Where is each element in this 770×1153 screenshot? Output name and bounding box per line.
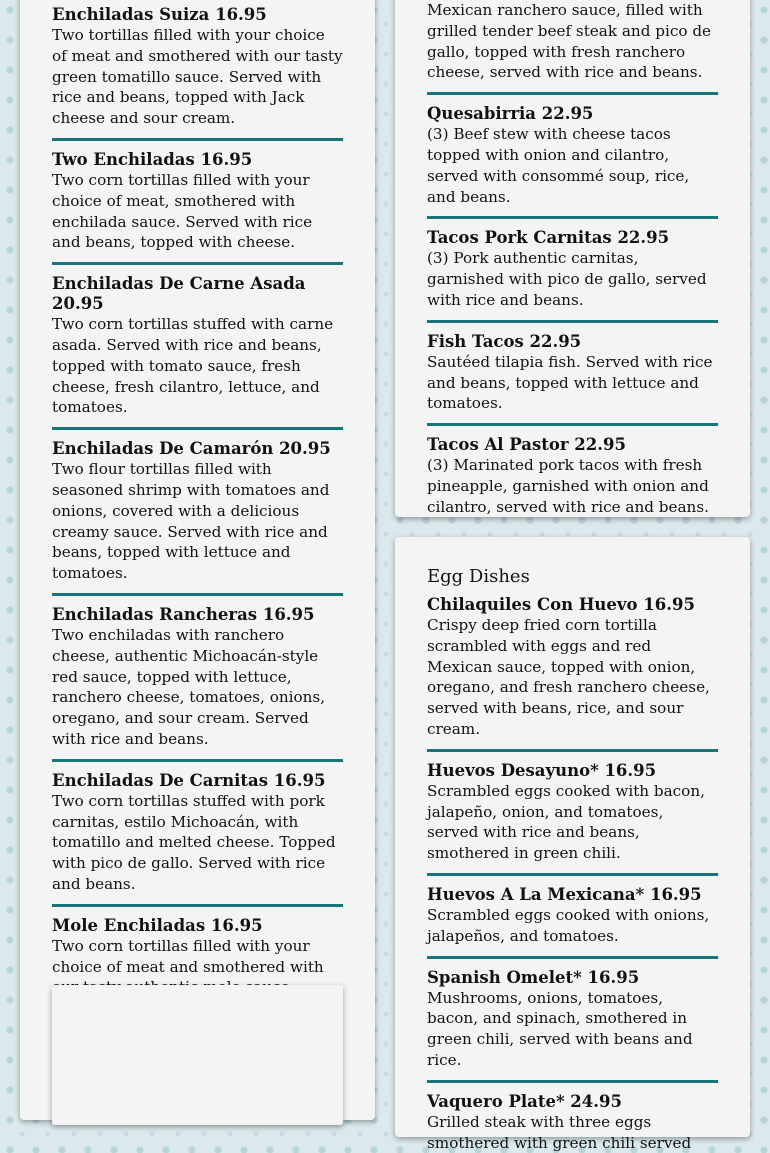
menu-item bbox=[52, 605, 343, 750]
divider bbox=[52, 904, 343, 907]
menu-item-description: Scrambled eggs cooked with onions, jalapeños, and tomatoes. bbox=[427, 905, 710, 945]
divider bbox=[52, 262, 343, 265]
menu-item-title: Tacos Pork Carnitas 22.95 bbox=[427, 228, 670, 248]
menu-item-title: Huevos A La Mexicana* 16.95 bbox=[427, 884, 702, 904]
divider bbox=[427, 873, 718, 876]
menu-item-title: Huevos Desayuno* 16.95 bbox=[427, 760, 657, 780]
tacos-list bbox=[427, 0, 718, 518]
menu-item-description: (3) Beef stew with cheese tacos topped with onion and cilantro, served with consommé soup, rice, and beans. bbox=[427, 125, 690, 206]
menu-item-description: Mexican ranchero sauce, filled with grilled tender beef steak and pico de gallo, topped with fresh ranchero cheese, served with rice and beans. bbox=[427, 1, 712, 82]
menu-item bbox=[52, 771, 343, 895]
divider bbox=[427, 1080, 718, 1083]
menu-item-description: (3) Marinated pork tacos with fresh pineapple, garnished with onion and cilantro, served with rice and beans. bbox=[427, 456, 709, 516]
menu-item-title: Tacos Al Pastor 22.95 bbox=[427, 435, 626, 455]
menu-item-description: Scrambled eggs cooked with bacon, jalapeño, onion, and tomatoes, served with rice and beans, smothered in green chili. bbox=[427, 781, 705, 863]
menu-item-title: Fish Tacos 22.95 bbox=[427, 331, 582, 351]
menu-item bbox=[427, 761, 718, 864]
divider bbox=[427, 423, 718, 426]
menu-item bbox=[427, 595, 718, 740]
divider bbox=[52, 759, 343, 762]
menu-item-title: Mole Enchiladas 16.95 bbox=[52, 915, 263, 935]
menu-item-description: Two corn tortillas filled with your choice of meat and smothered with bbox=[52, 936, 324, 976]
menu-item-description: Two enchiladas with ranchero cheese, authentic Michoacán-style red sauce, topped with lettuce, ranchero cheese, tomatoes, onions, oregano, and sour cream. Served with rice and beans. bbox=[52, 625, 326, 748]
enchiladas-list bbox=[52, 5, 343, 1060]
menu-item-description: Two corn tortillas stuffed with pork carnitas, estilo Michoacán, with tomatillo and melted cheese. Topped with pico de gallo. Served with rice and beans. bbox=[52, 791, 336, 893]
menu-item bbox=[427, 885, 718, 947]
menu-item-title: Enchiladas Suiza 16.95 bbox=[52, 5, 267, 24]
menu-item bbox=[427, 332, 718, 414]
menu-item bbox=[427, 435, 718, 517]
menu-item bbox=[427, 228, 718, 310]
divider bbox=[52, 138, 343, 141]
menu-item-description: Grilled steak with three eggs smothered with green chili served bbox=[427, 1112, 692, 1152]
menu-item-description: Sautéed tilapia fish. Served with rice and beans, topped with lettuce and tomatoes. bbox=[427, 352, 713, 413]
menu-card-egg-dishes bbox=[395, 537, 750, 1152]
menu-item-title: Enchiladas De Carne Asada 20.95 bbox=[52, 274, 306, 314]
section-title: Egg Dishes bbox=[427, 566, 530, 587]
divider bbox=[427, 320, 718, 323]
menu-item-title: Spanish Omelet* 16.95 bbox=[427, 967, 640, 987]
menu-item-title: Chilaquiles Con Huevo 16.95 bbox=[427, 595, 695, 614]
menu-item bbox=[427, 104, 718, 207]
divider bbox=[427, 956, 718, 959]
menu-item-description: Two flour tortillas filled with seasoned shrimp with tomatoes and onions, covered with a delicious creamy sauce. Served with rice and beans, topped with lettuce and tomatoes. bbox=[52, 460, 330, 583]
menu-item-description: Two corn tortillas stuffed with carne asada. Served with rice and beans, topped with tomato sauce, fresh cheese, fresh cilantro, lettuce, and tomatoes. bbox=[52, 315, 334, 417]
menu-item-description: Two tortillas filled with your choice of meat and smothered with our tasty green tomatillo sauce. Served with rice and beans, topped with Jack cheese and sour cream. bbox=[52, 26, 343, 128]
egg-dishes-list bbox=[427, 565, 718, 1153]
menu-item-description: Two corn tortillas filled with your choice of meat, smothered with enchilada sauce. Served with rice and beans, topped with cheese. bbox=[52, 170, 313, 252]
divider bbox=[427, 216, 718, 219]
menu-item-title: Two Enchiladas 16.95 bbox=[52, 149, 253, 169]
menu-item bbox=[52, 439, 343, 584]
menu-item bbox=[52, 274, 343, 418]
menu-card-tacos bbox=[395, 0, 750, 517]
menu-item-description: Mushrooms, onions, tomatoes, bacon, and spinach, smothered in green chili, served with beans and rice. bbox=[427, 988, 693, 1069]
divider bbox=[427, 92, 718, 95]
menu-item-title: Enchiladas De Carnitas 16.95 bbox=[52, 770, 326, 790]
image-placeholder-card bbox=[52, 985, 343, 1125]
menu-item bbox=[427, 968, 718, 1071]
menu-item bbox=[427, 1092, 718, 1153]
menu-item-title: Vaquero Plate* 24.95 bbox=[427, 1091, 622, 1111]
menu-item-title: Enchiladas Rancheras 16.95 bbox=[52, 604, 315, 624]
menu-item-title: Enchiladas De Camarón 20.95 bbox=[52, 439, 331, 459]
divider bbox=[427, 749, 718, 752]
menu-item-description: (3) Pork authentic carnitas, garnished with pico de gallo, served with rice and beans. bbox=[427, 249, 707, 309]
divider bbox=[52, 427, 343, 430]
menu-item bbox=[52, 150, 343, 253]
menu-item bbox=[52, 5, 343, 129]
divider bbox=[52, 593, 343, 596]
menu-item-title: Quesabirria 22.95 bbox=[427, 104, 594, 124]
menu-item-description: Crispy deep fried corn tortilla scrambled with eggs and red Mexican sauce, topped with onion, oregano, and fresh ranchero cheese, served with beans, rice, and sour cream. bbox=[427, 616, 710, 738]
